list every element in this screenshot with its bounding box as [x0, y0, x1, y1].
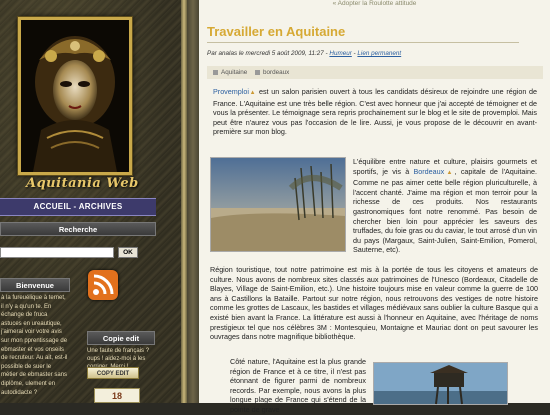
paragraph-bordeaux-pre: L'équilibre entre nature et culture, plaisirs gourmets et sportifs, je vis à: [353, 157, 537, 176]
tag-item[interactable]: [255, 66, 289, 79]
welcome-title: Bienvenue: [0, 278, 70, 292]
site-logo-image[interactable]: [18, 17, 132, 175]
external-link-icon: ▲: [248, 90, 257, 96]
title-rule: [207, 42, 519, 43]
post-title[interactable]: Travailler en Aquitaine: [207, 24, 346, 39]
sidebar: [0, 0, 187, 403]
paragraph-bordeaux: [353, 157, 537, 255]
post-meta-sep: -: [351, 50, 358, 57]
main-content: [199, 0, 550, 414]
nav-separator: -: [71, 202, 79, 211]
bordeaux-link[interactable]: Bordeaux: [413, 166, 445, 176]
rss-feed-icon[interactable]: [88, 270, 118, 300]
post-category-link[interactable]: Humeur: [329, 50, 352, 57]
paragraph-bordeaux-post: , capitale de l'Aquitaine. Comme ne pas aimer cette belle région pluriculturelle, à l'accent chanté. J'aime ma région et mon terroir pour la richesse de ces produits. Nos restaurants gastronomiques font notre renommé. Pas besoin de chercher bien loin pour apprécier les saveurs des truffades, du foie gras ou du caviar, le tout arrosé d'un vin du pays (Margaux, Saint-Julien, Saint-Emilion, Pomerol, Sauterne, etc).: [353, 166, 537, 255]
tag-icon: [213, 70, 218, 75]
tag-label: Aquitaine: [221, 69, 248, 76]
paragraph-nature: Côté nature, l'Aquitaine est la plus grande région de France et à ce titre, il n'est pas étonnant de figurer parmi de nombreux records. Par exemple, nous avons la plus longue plage de France qui s'étend de la pointe de grave: [230, 357, 366, 414]
search-input[interactable]: [0, 247, 114, 258]
external-link-icon: ▲: [444, 169, 455, 176]
tag-icon: [255, 70, 260, 75]
main-nav: [0, 198, 156, 216]
previous-post-link[interactable]: « Adopter la Roulotte attitude: [332, 0, 417, 7]
paragraph-intro: [213, 87, 537, 137]
column-divider: [187, 0, 199, 403]
copyedit-badge[interactable]: COPY EDIT: [87, 367, 139, 379]
visitor-counter: 18: [94, 388, 140, 403]
search-ok-button[interactable]: OK: [118, 247, 138, 258]
tag-item[interactable]: [213, 66, 247, 79]
nav-archives-link[interactable]: ARCHIVES: [78, 202, 123, 211]
tag-bar: [207, 66, 543, 79]
site-brand: Aquitania Web: [26, 176, 139, 191]
provemploi-link[interactable]: Provemploi: [213, 87, 249, 96]
paragraph-patrimoine: Région touristique, tout notre patrimoine est mis à la portée de tous les citoyens et amateurs de culture. Nous avons de nombreux sites classés aux patrimoines de l'Unesco (Bordeaux, Citadelle de Blayes, Village de Saint-Emilion, etc.). Une histoire toujours mise en valeur comme la guerre de 100 ans à Castillons la Bataille. Partout sur notre région, nous retrouvons des vestiges de notre histoire comme les grottes de Lascaux, les bastides et villages médiévaux sans oublier la culture Basque qui a existé bien avant la France. La littérature est aussi à l'honneur en Aquitaine, avec l'héritage de noms prestigieux tel que nos célèbres 3M : Montesquieu, Montaigne et Mauriac dont on peut savourer les ouvrages dans notre magnifique bibliothèque.: [210, 265, 538, 342]
nav-accueil-link[interactable]: ACCUEIL: [33, 202, 72, 211]
beach-hut-photo: [373, 362, 508, 405]
copyedit-title: Copie edit: [87, 331, 155, 345]
paragraph-intro-text: est un salon parisien ouvert à tous les candidats désireux de rejoindre une région de France. L'Aquitaine est une très belle région. C'est avec honneur que j'ai accepté de témoigner et de vous la présenter. Le témoignage sera repris prochainement sur le blog et le site de provemploi. Mais peut être n'aurez vous pas l'occasion de le lire. Aussi, je vous propose de le découvrir en avant-première sur mon blog.: [213, 87, 537, 137]
post-meta: [207, 50, 537, 57]
search-title: Recherche: [0, 222, 156, 236]
post-meta-prefix: Par analas le mercredi 5 août 2009, 11:27 -: [207, 50, 330, 57]
copyedit-text: Une faute de français ? oups ! aidez-moi à les: [87, 348, 150, 362]
welcome-text: à la fureuélique à ternet, il n'y a qu'un te. En échange de fruca astuces en ureautique, j'aimerai voir votre avis sur mon pprentissage de ebmaster et vos onseils de recruteur. Au ait, est-il possible de suer le métier de ebmaster sans diplôme, ulement en autodidacte ?: [1, 295, 68, 396]
permalink-link[interactable]: Lien permanent: [357, 50, 402, 57]
landscape-photo: [210, 157, 346, 252]
tag-label: bordeaux: [263, 69, 290, 76]
